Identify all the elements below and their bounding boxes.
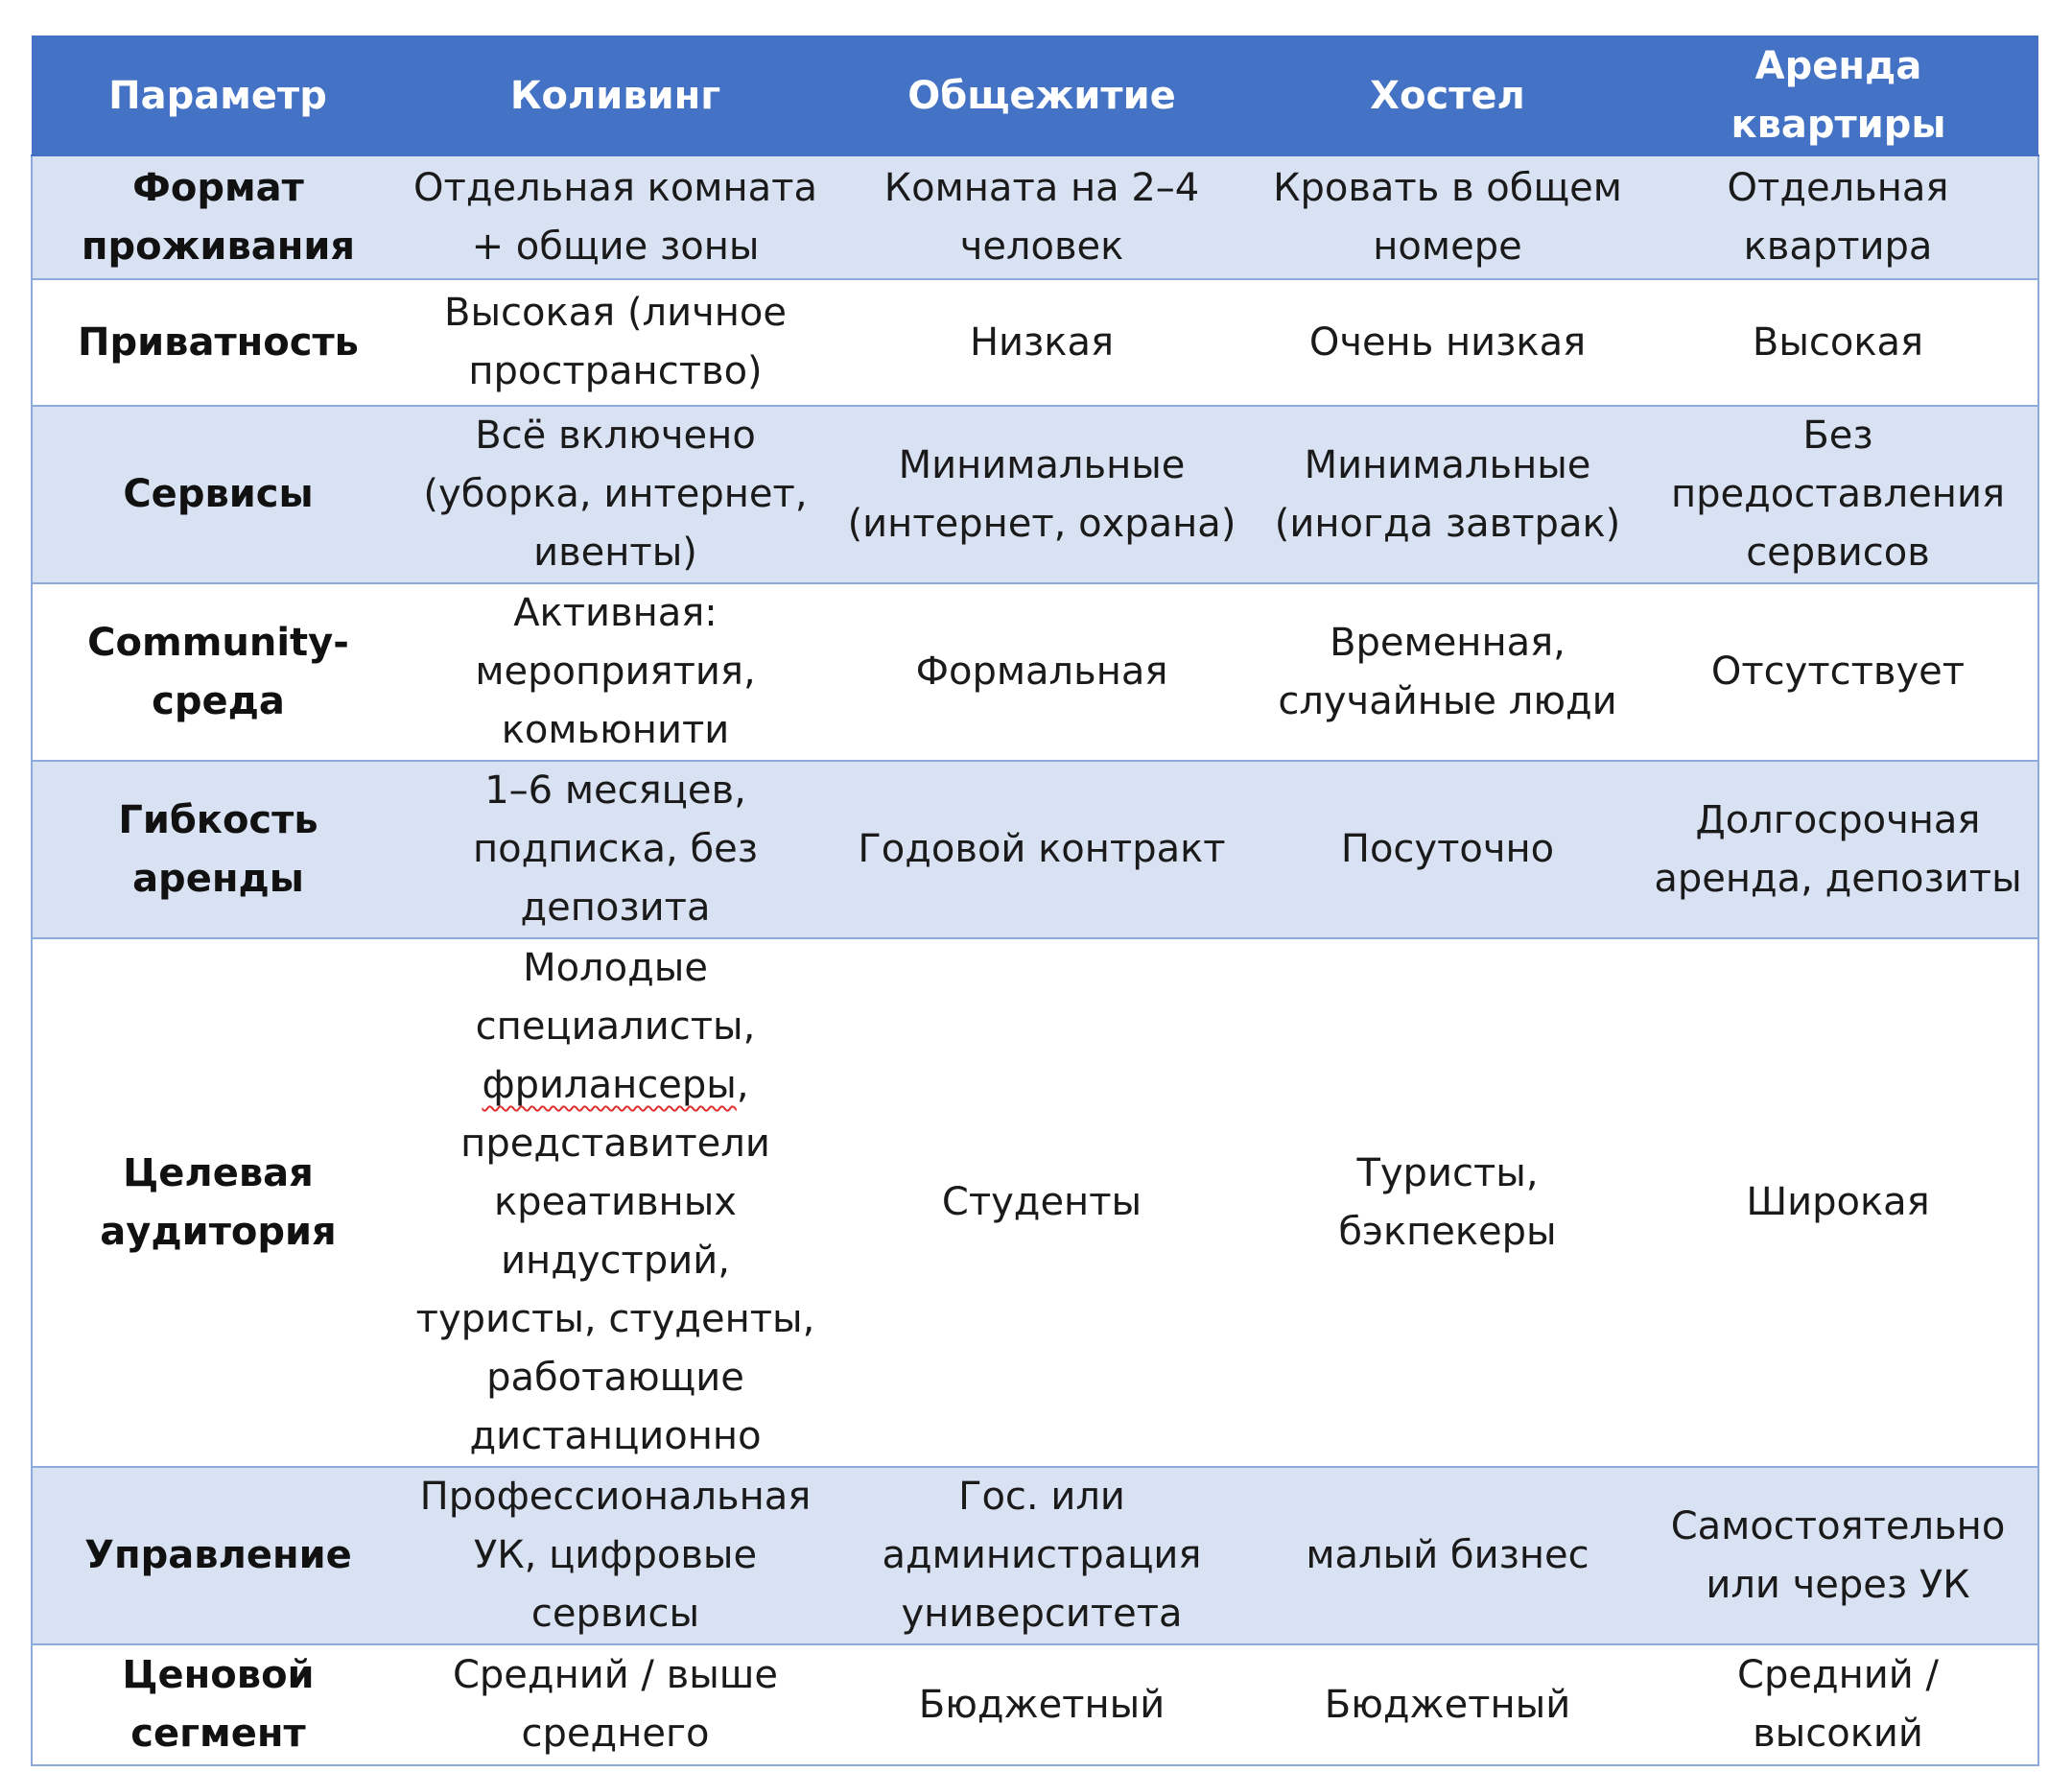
row-label: Гибкость аренды bbox=[32, 761, 404, 938]
table-cell: Средний / высокий bbox=[1638, 1644, 2038, 1765]
row-label: Сервисы bbox=[32, 406, 404, 583]
table-cell: Годовой контракт bbox=[827, 761, 1257, 938]
table-cell: Кровать в общем номере bbox=[1257, 155, 1638, 279]
table-cell: Комната на 2–4 человек bbox=[827, 155, 1257, 279]
table-cell: малый бизнес bbox=[1257, 1467, 1638, 1644]
table-cell: Отдельная комната + общие зоны bbox=[404, 155, 827, 279]
table-cell: Всё включено (уборка, интернет, ивенты) bbox=[404, 406, 827, 583]
table-cell: Минимальные (иногда завтрак) bbox=[1257, 406, 1638, 583]
table-row bbox=[32, 406, 2038, 583]
spellcheck-flagged-word: фрилансеры bbox=[482, 1063, 737, 1107]
header-dormitory: Общежитие bbox=[827, 36, 1257, 155]
header-apartment-rent: Аренда квартиры bbox=[1638, 36, 2038, 155]
table-cell: Формальная bbox=[827, 583, 1257, 761]
cell-text: , представители креативных индустрий, туристы, студенты, работающие дистанционно bbox=[415, 1063, 815, 1458]
table-row bbox=[32, 583, 2038, 761]
row-label: Community-среда bbox=[32, 583, 404, 761]
table-row bbox=[32, 1467, 2038, 1644]
table-cell: Минимальные (интернет, охрана) bbox=[827, 406, 1257, 583]
row-label: Управление bbox=[32, 1467, 404, 1644]
table-cell: Очень низкая bbox=[1257, 279, 1638, 406]
table-cell: 1–6 месяцев, подписка, без депозита bbox=[404, 761, 827, 938]
table-cell: Низкая bbox=[827, 279, 1257, 406]
table-row bbox=[32, 279, 2038, 406]
table-cell bbox=[404, 938, 827, 1467]
table-cell: Временная, случайные люди bbox=[1257, 583, 1638, 761]
header-coliving: Коливинг bbox=[404, 36, 827, 155]
table-row bbox=[32, 938, 2038, 1467]
table-row bbox=[32, 155, 2038, 279]
table-cell: Туристы, бэкпекеры bbox=[1257, 938, 1638, 1467]
table-row bbox=[32, 1644, 2038, 1765]
table-cell: Посуточно bbox=[1257, 761, 1638, 938]
table-cell: Долгосрочная аренда, депозиты bbox=[1638, 761, 2038, 938]
row-label: Целевая аудитория bbox=[32, 938, 404, 1467]
table-cell: Активная: мероприятия, комьюнити bbox=[404, 583, 827, 761]
row-label: Формат проживания bbox=[32, 155, 404, 279]
table-cell: Профессиональная УК, цифровые сервисы bbox=[404, 1467, 827, 1644]
header-row bbox=[32, 36, 2038, 155]
table-cell: Высокая (личное пространство) bbox=[404, 279, 827, 406]
row-label: Ценовой сегмент bbox=[32, 1644, 404, 1765]
table-cell: Отдельная квартира bbox=[1638, 155, 2038, 279]
header-hostel: Хостел bbox=[1257, 36, 1638, 155]
comparison-table bbox=[31, 35, 2039, 1766]
table-cell: Самостоятельно или через УК bbox=[1638, 1467, 2038, 1644]
header-parameter: Параметр bbox=[32, 36, 404, 155]
table-cell: Высокая bbox=[1638, 279, 2038, 406]
table-cell: Средний / выше среднего bbox=[404, 1644, 827, 1765]
table-cell: Без предоставления сервисов bbox=[1638, 406, 2038, 583]
table-cell: Бюджетный bbox=[1257, 1644, 1638, 1765]
table-row bbox=[32, 761, 2038, 938]
table-cell: Бюджетный bbox=[827, 1644, 1257, 1765]
row-label: Приватность bbox=[32, 279, 404, 406]
cell-text: Молодые специалисты, bbox=[475, 946, 756, 1049]
table-cell: Студенты bbox=[827, 938, 1257, 1467]
table-cell: Широкая bbox=[1638, 938, 2038, 1467]
table-cell: Гос. или администрация университета bbox=[827, 1467, 1257, 1644]
table-cell: Отсутствует bbox=[1638, 583, 2038, 761]
